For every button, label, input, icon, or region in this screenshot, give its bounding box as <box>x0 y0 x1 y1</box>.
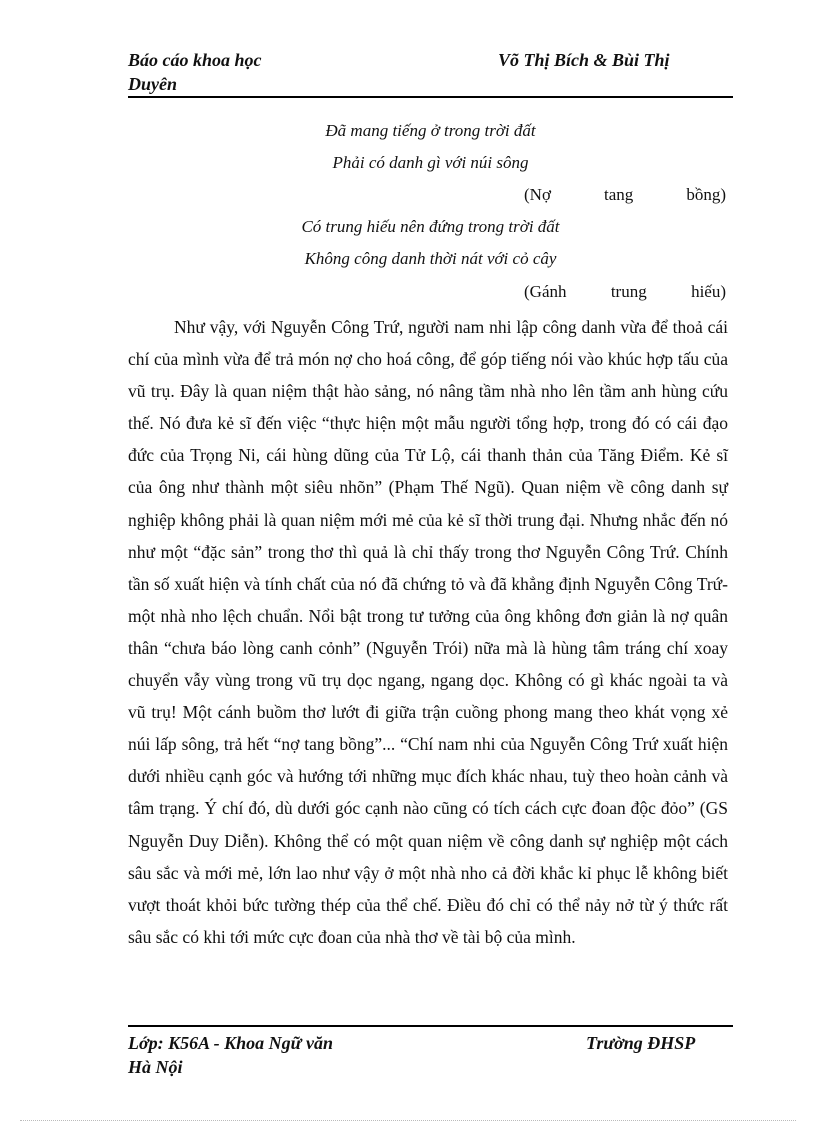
poem-attribution-2 <box>524 281 726 303</box>
footer-class-info: Lớp: K56A - Khoa Ngữ văn <box>128 1033 333 1053</box>
poem-attribution-1 <box>524 184 726 206</box>
footer-school: Trường ĐHSP <box>586 1033 696 1053</box>
header-divider <box>128 96 733 98</box>
header-report-type: Báo cáo khoa học <box>128 50 262 70</box>
attribution-word: trung <box>610 282 647 301</box>
footer-school-continued: Hà Nội <box>128 1057 183 1077</box>
page-bottom-edge <box>20 1120 796 1121</box>
attribution-word: hiếu) <box>691 282 726 301</box>
poem-line-4: Không công danh thời nát với cỏ cây <box>304 249 557 268</box>
poem-line-3: Có trung hiếu nên đứng trong trời đất <box>301 217 560 236</box>
page-header <box>128 48 733 96</box>
poem-line-1: Đã mang tiếng ở trong trời đất <box>325 121 536 140</box>
attribution-word: (Nợ <box>524 185 551 204</box>
page-footer <box>128 1031 733 1079</box>
attribution-word: tang <box>603 185 634 204</box>
attribution-word: bồng) <box>686 185 726 204</box>
body-paragraph: Như vậy, với Nguyễn Công Trứ, người nam nhi lập công danh vừa để thoả cái chí của mình vừa để trả món nợ cho hoá công, để góp tiếng nói vào khúc hợp tấu của vũ trụ. Đây là quan niệm thật hào sảng, nó nâng tầm nhà nho lên tầm anh hùng cứu thế. Nó đưa kẻ sĩ đến việc “thực hiện một mẫu người tổng hợp, trong đó có cái đạo đức của Trọng Ni, cái hùng dũng của Tử Lộ, cái thanh thản của Tăng Điểm. Kẻ sĩ của ông như thành một siêu nhõn” (Phạm Thế Ngũ). Quan niệm về công danh sự nghiệp không phải là quan niệm mới mẻ của kẻ sĩ thời trung đại. Nhưng nhắc đến nó như một “đặc sản” trong thơ thì quả là chỉ thấy trong thơ Nguyễn Công Trứ. Chính tần số xuất hiện và tính chất của nó đã chứng tỏ và đã khẳng định Nguyễn Công Trứ- một nhà nho lệch chuẩn. Nổi bật trong tư tưởng của ông không đơn giản là nợ quân thân “chưa báo lòng canh cỏnh” (Nguyễn Trói) nữa mà là hùng tâm tráng chí xoay chuyển vẫy vùng trong vũ trụ dọc ngang, ngang dọc. Không có gì khác ngoài ta và vũ trụ! Một cánh buồm thơ lướt đi giữa trận cuồng phong mang theo khát vọng xẻ núi lấp sông, trả hết “nợ tang bồng”... “Chí nam nhi của Nguyễn Công Trứ xuất hiện dưới nhiều cạnh góc và hướng tới những mục đích khác nhau, tuỳ theo hoàn cảnh và tâm trạng. Ý chí đó, dù dưới góc cạnh nào cũng có tích cách cực đoan độc đỏo” (GS Nguyễn Duy Diễn). Không thể có một quan niệm về công danh sự nghiệp một cách sâu sắc và mới mẻ, lớn lao như vậy ở một nhà nho cả đời khắc kỉ phục lễ không biết vượt thoát khỏi bức tường thép của thể chế. Điều đó chỉ có thể nảy nở từ ý thức rất sâu sắc có khi tới mức cực đoan của nhà thơ về tài bộ của mình. <box>128 317 728 947</box>
footer-divider <box>128 1025 733 1027</box>
poem-line-2: Phải có danh gì với núi sông <box>332 153 529 172</box>
header-authors-continued: Duyên <box>128 74 177 94</box>
attribution-word: (Gánh <box>524 282 567 301</box>
header-authors: Võ Thị Bích & Bùi Thị <box>498 50 670 70</box>
